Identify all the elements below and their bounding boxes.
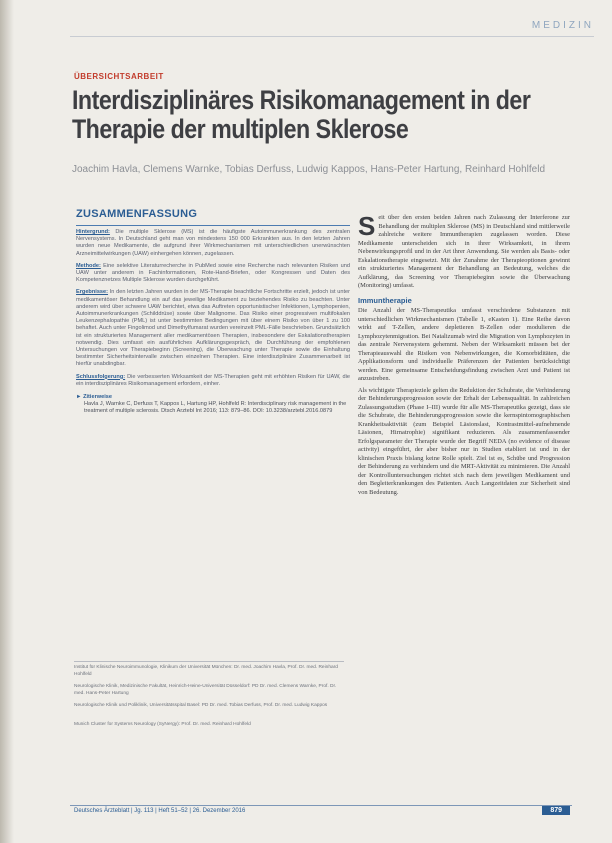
- affiliation-4: Munich Cluster for Systems Neurology (SyNergy): Prof. Dr. med. Reinhard Hohlfeld: [74, 722, 251, 727]
- affiliation-rule: [74, 661, 344, 662]
- abstract-background: [76, 229, 350, 258]
- abstract-label: Schlussfolgerung:: [76, 373, 126, 380]
- section-rule: [70, 36, 594, 37]
- article-title: Interdisziplinäres Risikomanagement in der Therapie der multiplen Sklerose: [72, 85, 531, 144]
- body-column: [358, 211, 571, 500]
- abstract-methods: [76, 263, 350, 285]
- body-intro-text: eit über den ersten beiden Jahren nach Zulassung der Interferone zur Behandlung der multiplen Sklerose (MS) in Deutschland sind mittlerweile zahlreiche weitere Immuntherapien zugelassen worden. Diese Medikamente unterscheiden sich in ihrer Wirksamkeit, in ihrem Nebenwirkungsprofil und in der Art ihrer Anwendung. Sie werden als Basis- oder Eskalationstherapie eingesetzt. Mit der Zunahme der Therapieoptionen gewinnt ein strukturiertes Management der Behandlung an Bedeutung, welches die Aufklärung, das Screening vor Therapiebeginn sowie die Überwachung (Monitoring) umfasst.: [358, 214, 570, 289]
- citation-block: [76, 394, 350, 416]
- body-paragraph: Die Anzahl der MS-Therapeutika umfasst verschiedene Substanzen mit unterschiedlichen Wirkmechanismen (Tabelle 1, eKasten 1). Eine Reihe davon wirkt auf T-Zellen, andere depletieren B-Zellen oder modulieren die Lymphozytenmigration. Bei Natalizumab wird die Migration von Lymphozyten in das zentrale Nervensystem gehemmt. Neben der Wirksamkeit müssen bei der Therapieauswahl die Risiken von Nebenwirkungen, die Komorbiditäten, die Applikationsform und individuelle Präferenzen der Patienten berücksichtigt werden. Eine gemeinsame Entscheidungsfindung zwischen Arzt und Patient ist anzustreben.: [358, 307, 570, 382]
- affiliation-2: Neurologische Klinik, Medizinische Fakultät, Heinrich-Heine-Universität Düsseldorf: PD Dr. med. Clemens Warnke, Prof. Dr. med. Hans-Peter Hartung: [74, 684, 337, 696]
- article-kicker: ÜBERSICHTSARBEIT: [74, 72, 164, 81]
- affiliation-3: Neurologische Klinik und Poliklinik, Universitätsspital Basel: PD Dr. med. Tobias Derfuss, Prof. Dr. med. Ludwig Kappos: [74, 703, 328, 708]
- page-number: 879: [542, 806, 570, 815]
- abstract-box: [72, 208, 350, 568]
- citation-text: Havla J, Warnke C, Derfuss T, Kappos L, Hartung HP, Hohlfeld R: Interdisciplinary risk management in the treatment of multiple sclerosis. Dtsch Arztebl Int 2016; 113: 879–86. DOI: 10.3238/arztebl.2016.0879: [84, 401, 347, 415]
- abstract-label: Hintergrund:: [76, 229, 110, 235]
- footer-rule: [70, 805, 572, 806]
- abstract-rule: [76, 225, 350, 226]
- affiliation-1: Institut für Klinische Neuroimmunologie, Klinikum der Universität München: Dr. med. Joachim Havla, Prof. Dr. med. Reinhard Hohlfeld: [74, 665, 338, 677]
- abstract-label: Methode:: [76, 262, 101, 269]
- page-gutter-shadow: [0, 0, 14, 843]
- section-label: MEDIZIN: [531, 20, 594, 31]
- abstract-label: Ergebnisse:: [76, 289, 109, 296]
- drop-cap: S: [358, 211, 376, 241]
- abstract-conclusion: [76, 374, 350, 388]
- body-paragraph: Als wichtigste Therapieziele gelten die Reduktion der Schubrate, die Verhinderung der Behinderungsprogression sowie der Erhalt der Lebensqualität. In zahlreichen Zulassungsstudien (Phase I–III) wurde für alle MS-Therapeutika gezeigt, dass sie die Schubrate, die Behinderungsprogression sowie die kernspintomographischen Krankheitsaktivität (zum Beispiel Läsionslast, Kontrastmittel-aufnehmende Läsionen, Hirnatrophie) signifikant reduzieren. Als zusammenfassender Erfolgsparameter der Therapie wurde der Begriff NEDA (no evidence of disease activity) eingeführt, der aber bisher nur in Studien etabliert ist und in der klinischen Praxis bislang keine Rolle spielt. Ziel ist es, Schübe und Progression der Behinderung zu verhindern und die MRT-Aktivität zu minimieren. Die Anzahl der Kontrolluntersuchungen richtet sich nach dem jeweiligen Medikament und den Begleiterkrankungen des Patienten. Auch Langzeitdaten zur Sicherheit sind von Bedeutung.: [358, 386, 571, 496]
- body-subheading: Immuntherapie: [358, 295, 412, 305]
- abstract-heading: ZUSAMMENFASSUNG: [76, 208, 198, 220]
- abstract-results: [76, 289, 350, 368]
- abstract-text: In den letzten Jahren wurden in der MS-Therapie beachtliche Fortschritte erzielt, jedoch ist unter medikamentöser Behandlung ein auf das jeweilige Medikament zu beziehendes Risiko zu beachten. Unter anderem wird über schwere UAW berichtet, etwa das Auftreten opportunistischer Infektionen, Lymphopenien, Autoimmunerkrankungen (Schilddrüse) sowie über Malignome. Das Risiko einer progressiven multifokalen Leukenzephalopathie (PML) ist unter bestimmten Bedingungen mit über einem Risiko von über 1 zu 100 behaftet. Auch unter Fingolimod und Dimethylfumarat wurden vereinzelt PML-Fälle beschrieben. Grundsätzlich ist ein strukturiertes Management aller medikamentösen Therapien, insbesondere der Eskalationstherapien notwendig. Dies umfasst ein ausführliches Aufklärungsgespräch, die Durchführung der empfohlenen Untersuchungen vor Therapiebeginn (Screening), die Überwachung unter Therapie sowie die Einhaltung bestimmter Sicherheitsintervalle zwischen einzelnen Therapien. Eine interdisziplinäre Zusammenarbeit ist hierfür unabdingbar.: [76, 289, 350, 368]
- article-authors: Joachim Havla, Clemens Warnke, Tobias Derfuss, Ludwig Kappos, Hans-Peter Hartung, Reinhard Hohlfeld: [72, 164, 546, 175]
- abstract-text: Die verbesserten Wirksamkeit der MS-Therapien geht mit erhöhten Risiken für UAW, die ein interdisziplinäres Risikomanagement erfordern, einher.: [76, 373, 350, 387]
- body-intro: [358, 211, 570, 291]
- abstract-text: Die multiple Sklerose (MS) ist die häufigste Autoimmunerkrankung des zentralen Nervensystems. In Deutschland geht man von mindestens 150 000 Erkrankten aus. In den letzten Jahren wurden neue Medikamente, die aufgrund ihrer Wirkmechanismen mit unterschiedlichen unerwünschten Arzneimittelwirkungen (UAW) einhergehen können, zugelassen.: [76, 229, 350, 257]
- citation-label: ► Zitierweise: [76, 394, 113, 401]
- footer-journal: Deutsches Ärzteblatt | Jg. 113 | Heft 51–52 | 26. Dezember 2016: [74, 808, 246, 814]
- abstract-text: Eine selektive Literaturrecherche in PubMed sowie eine Recherche nach relevanten Risiken und UAW unter anderem in Fachinformationen, Rote-Hand-Briefen, oder Kongressen und Daten des Kompetenznetzes Multiple Sklerose wurden durchgeführt.: [76, 262, 350, 284]
